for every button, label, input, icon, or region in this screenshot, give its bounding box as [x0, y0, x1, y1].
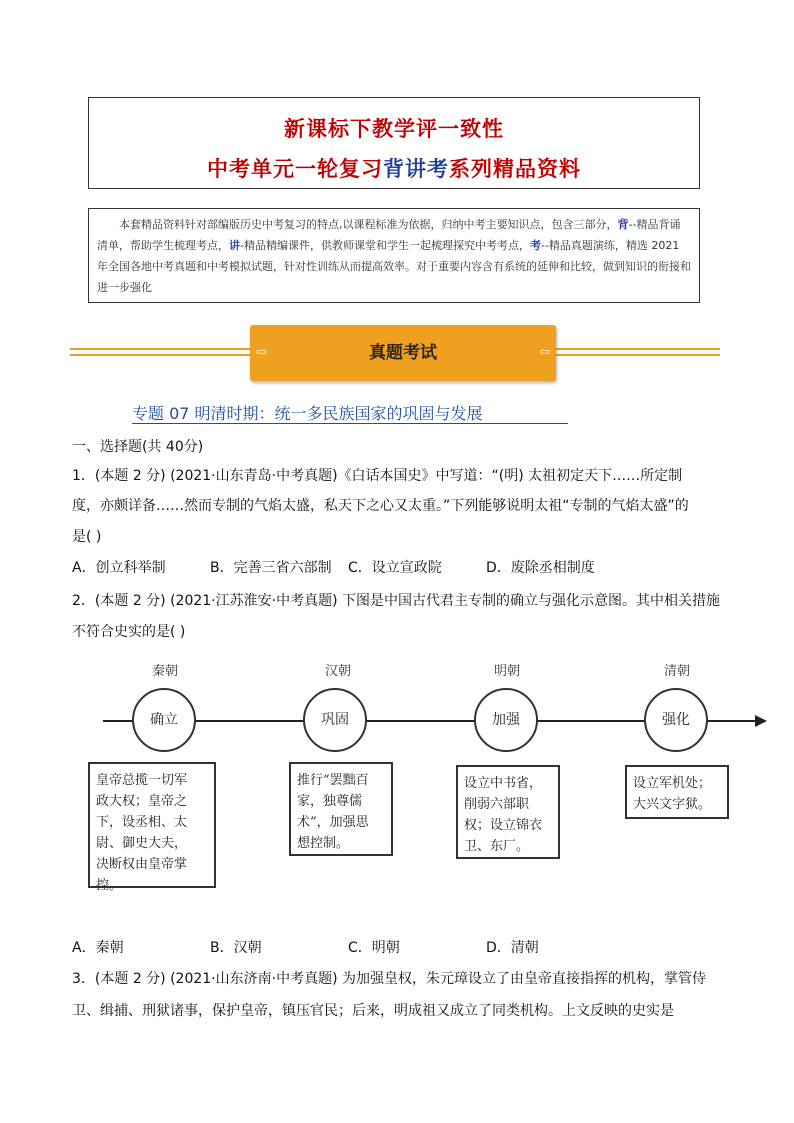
title-line-2-c: 系列精品资料 [449, 156, 581, 181]
intro-keyword-2: 讲 [229, 239, 240, 252]
era-label-han: 汉朝 [324, 664, 351, 679]
q2-line-2: 不符合史实的是( ) [72, 624, 186, 640]
arrow-right-icon: ⇨ [256, 345, 267, 360]
q1-option-d[interactable]: D．废除丞相制度 [486, 560, 595, 576]
title-line-2-a: 中考单元一轮复习 [207, 156, 383, 181]
note-box-qin [88, 762, 216, 893]
q2-line-1: 2．(本题 2 分) (2021·江苏淮安·中考真题) 下图是中国古代君主专制的确立与强化示意图。其中相关措施 [72, 593, 720, 609]
banner-label: 真题考试 [369, 343, 437, 363]
era-label-qing: 清朝 [663, 664, 690, 679]
note-line: 政大权；皇帝之 [96, 794, 188, 809]
note-line: 尉、御史大夫， [96, 836, 188, 851]
note-line: 推行“罢黜百 [297, 773, 369, 788]
intro-keyword-1: 背 [617, 218, 629, 231]
note-line: 下，设丞相、太 [96, 815, 188, 830]
q1-line-3: 是( ) [72, 529, 102, 545]
note-line: 想控制。 [297, 836, 350, 851]
intro-p4: --精品真题演练，精选 2021 年全国各地中考真题和中考模拟试题，针对性训练从而提高效率。对于重要内容含有系统的延伸和比较，做到知识的衔接和进一步强化 [97, 239, 691, 294]
timeline-arrowhead [755, 715, 767, 727]
topic-title: 专题 07 明清时期：统一多民族国家的巩固与发展 [132, 404, 483, 423]
intro-box [88, 208, 700, 303]
section-banner [250, 325, 556, 381]
q1-option-c[interactable]: C．设立宣政院 [348, 560, 442, 576]
stage-circle-han: 巩固 [303, 688, 367, 752]
topic-underline [132, 423, 568, 424]
note-box-ming [456, 765, 560, 859]
stage-circle-qing: 强化 [644, 688, 708, 752]
title-line-2-b: 背讲考 [383, 156, 449, 181]
q2-option-c[interactable]: C．明朝 [348, 940, 400, 956]
note-line: 控。 [96, 878, 123, 893]
q1-line-1: 1．(本题 2 分) (2021·山东青岛·中考真题)《白话本国史》中写道：“(明) 太祖初定天下……所定制 [72, 468, 683, 484]
note-line: 皇帝总揽一切军 [96, 773, 188, 788]
q2-option-b[interactable]: B．汉朝 [210, 940, 262, 956]
title-line-2 [89, 153, 699, 183]
q2-option-d[interactable]: D．清朝 [486, 940, 539, 956]
q2-options [72, 937, 539, 957]
note-line: 削弱六部职 [464, 797, 530, 812]
stage-circle-qin: 确立 [132, 688, 196, 752]
q3-line-2: 卫、缉捕、刑狱诸事，保护皇帝，镇压官民；后来，明成祖又成立了同类机构。上文反映的史实是 [72, 1003, 674, 1019]
q1-option-a[interactable]: A．创立科举制 [72, 560, 166, 576]
era-label-ming: 明朝 [493, 664, 520, 679]
q3-line-1: 3．(本题 2 分) (2021·山东济南·中考真题) 为加强皇权，朱元璋设立了由皇帝直接指挥的机构，掌管侍 [72, 971, 706, 987]
note-line: 大兴文字狱。 [633, 797, 712, 812]
q2-option-a[interactable]: A．秦朝 [72, 940, 124, 956]
note-box-qing [625, 765, 729, 819]
q1-line-2: 度，亦颇详备……然而专制的气焰太盛，私天下之心又太重。”下列能够说明太祖“专制的气焰太盛”的 [72, 498, 689, 514]
title-line-1: 新课标下教学评一致性 [284, 116, 504, 141]
note-line: 权；设立锦衣 [464, 818, 543, 833]
note-line: 家，独尊儒 [297, 794, 363, 809]
era-label-qin: 秦朝 [151, 664, 178, 679]
note-box-han [289, 762, 393, 856]
arrow-left-icon: ⇦ [539, 345, 550, 360]
intro-p2: --精品背诵清单，帮助学生梳理考点， [97, 218, 681, 252]
intro-p3: -精品精编课件，供教师课堂和学生一起梳理探究中考考点， [240, 239, 530, 252]
intro-keyword-3: 考 [529, 239, 541, 252]
note-line: 卫、东厂。 [464, 839, 530, 854]
note-line: 术”，加强思 [297, 815, 369, 830]
note-line: 决断权由皇帝掌 [96, 857, 188, 872]
title-box [88, 97, 700, 189]
stage-circle-ming: 加强 [474, 688, 538, 752]
note-line: 设立中书省， [464, 776, 543, 791]
q1-options [72, 557, 595, 577]
q1-option-b[interactable]: B．完善三省六部制 [210, 560, 332, 576]
intro-p1: 本套精品资料针对部编版历史中考复习的特点,以课程标准为依据，归纳中考主要知识点，包含三部分， [119, 218, 618, 231]
note-line: 设立军机处； [633, 776, 712, 791]
section-heading: 一、选择题(共 40分) [72, 439, 204, 455]
